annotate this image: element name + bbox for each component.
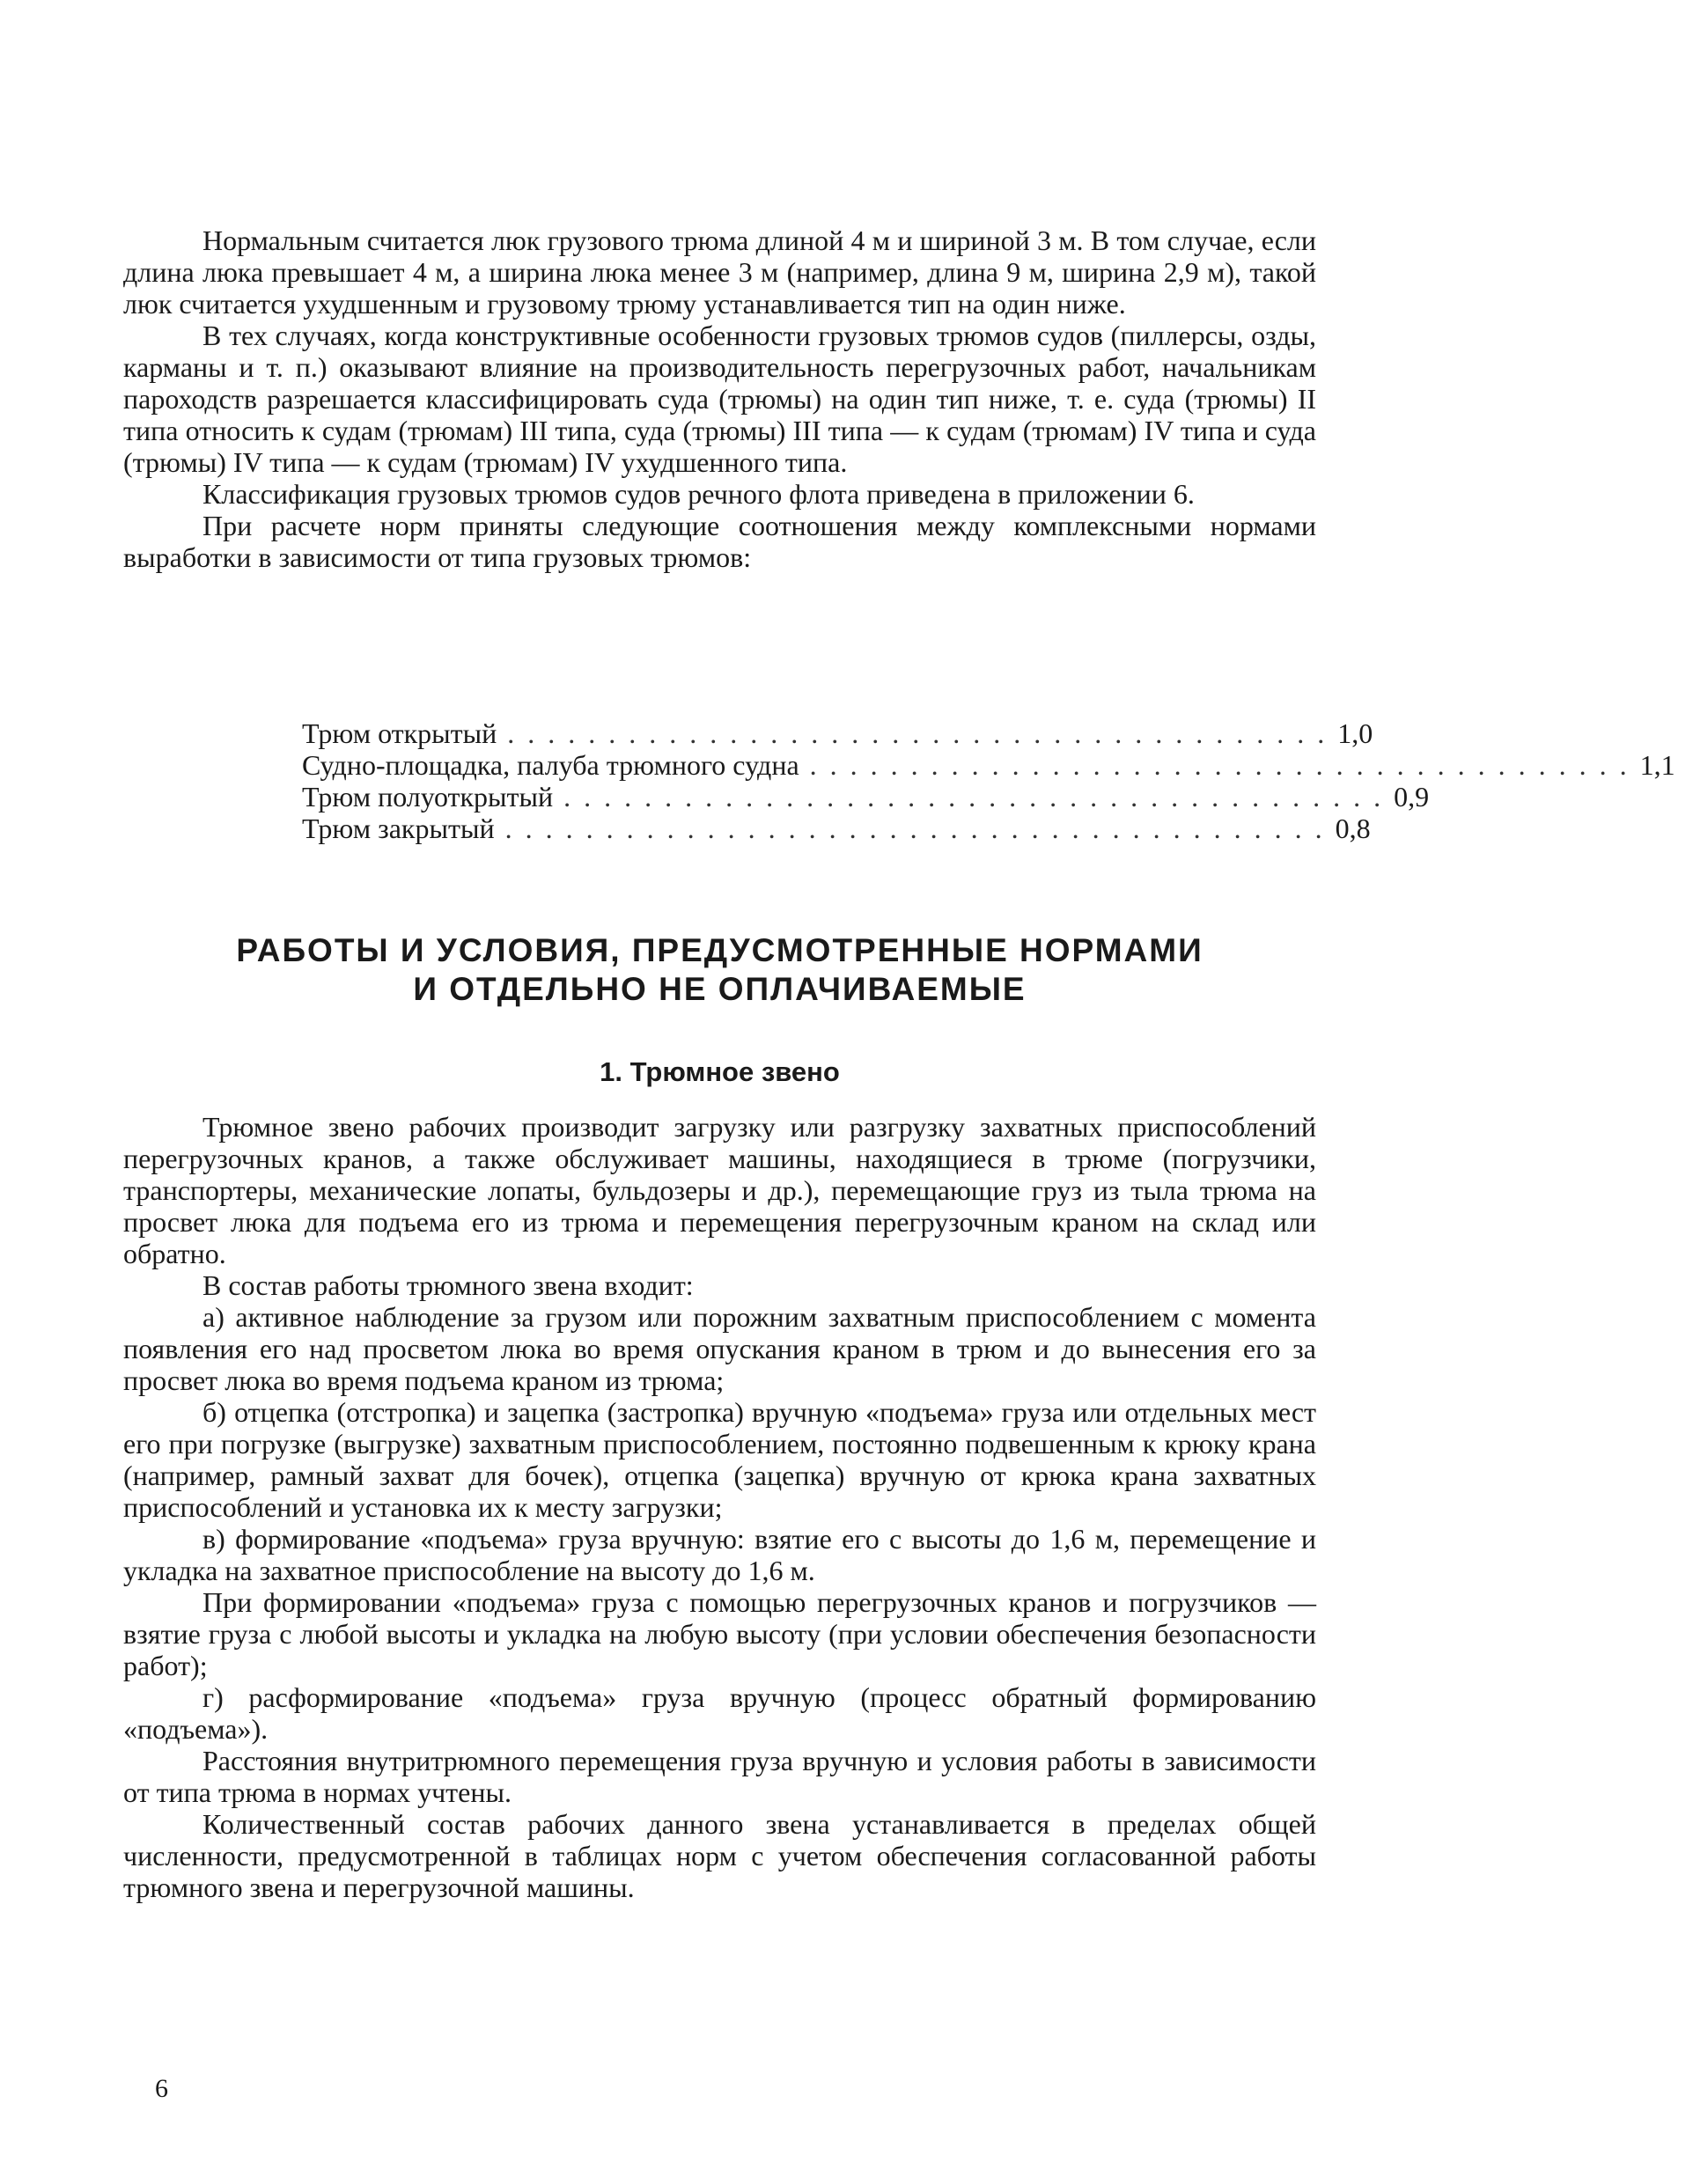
paragraph: Трюмное звено рабочих производит загрузку или разгрузку захватных приспособлений перегрузочных кранов, а также обслуживает машины, находящиеся в трюме (погрузчики, транспортеры, механические лопаты, бульдозеры и др.), перемещающие груз из тыла трюма на просвет люка для подъема его из трюма и перемещения перегрузочным краном на склад или обратно. <box>123 1111 1316 1269</box>
subsection-heading: 1. Трюмное звено <box>600 1056 840 1087</box>
coefficient-value: 1,1 <box>1639 749 1675 781</box>
coefficient-value: 0,9 <box>1394 781 1430 813</box>
paragraph: В состав работы трюмного звена входит: <box>202 1269 694 1301</box>
section-heading-line: И ОТДЕЛЬНО НЕ ОПЛАЧИВАЕМЫЕ <box>413 971 1027 1007</box>
page-number: 6 <box>155 2074 168 2103</box>
leader-dots: ......................................... <box>504 813 1336 844</box>
paragraph: Классификация грузовых трюмов судов речного флота приведена в приложении 6. <box>202 478 1195 510</box>
leader-dots: ......................................... <box>809 749 1640 781</box>
coefficient-value: 1,0 <box>1337 717 1373 749</box>
paragraph: Количественный состав рабочих данного звена устанавливается в пределах общей численности, предусмотренной в таблицах норм с учетом обеспечения согласованной работы трюмного звена и перегрузочной машины. <box>123 1808 1316 1903</box>
coefficient-row <box>302 749 1675 781</box>
coefficient-row <box>302 781 1430 813</box>
paragraph: При формировании «подъема» груза с помощью перегрузочных кранов и погрузчиков — взятие груза с любой высоты и укладка на любую высоту (при условии обеспечения безопасности работ); <box>123 1586 1316 1681</box>
hold-type: Трюм открытый <box>302 717 497 749</box>
list-item: а) активное наблюдение за грузом или порожним захватным приспособлением с момента появления его над просветом люка во время опускания краном в трюм и до вынесения его за просвет люка во время подъема краном из трюма; <box>123 1301 1316 1396</box>
leader-dots: ......................................... <box>563 781 1395 813</box>
list-item: г) расформирование «подъема» груза вручную (процесс обратный формированию «подъема»). <box>123 1681 1316 1745</box>
section-heading-line: РАБОТЫ И УСЛОВИЯ, ПРЕДУСМОТРЕННЫЕ НОРМАМИ <box>236 932 1204 968</box>
hold-type: Трюм закрытый <box>302 813 495 844</box>
intro-text <box>123 224 1316 573</box>
list-item: б) отцепка (отстропка) и зацепка (застропка) вручную «подъема» груза или отдельных мест его при погрузке (выгрузке) захватным приспособлением, постоянно подвешенным к крюку крана (например, рамный захват для бочек), отцепка (зацепка) вручную от крюка крана захватных приспособлений и установка их к месту загрузки; <box>123 1396 1316 1523</box>
hold-type: Трюм полуоткрытый <box>302 781 554 813</box>
coefficient-row <box>302 813 1371 844</box>
section-heading <box>123 931 1316 1009</box>
list-item: в) формирование «подъема» груза вручную: взятие его с высоты до 1,6 м, перемещение и укладка на захватное приспособление на высоту до 1,6 м. <box>123 1523 1316 1586</box>
coefficient-value: 0,8 <box>1335 813 1371 844</box>
paragraph: В тех случаях, когда конструктивные особенности грузовых трюмов судов (пиллерсы, озды, карманы и т. п.) оказывают влияние на производительность перегрузочных работ, начальникам пароходств разрешается классифицировать суда (трюмы) на один тип ниже, т. е. суда (трюмы) II типа относить к судам (трюмам) III типа, суда (трюмы) III типа — к судам (трюмам) IV типа и суда (трюмы) IV типа — к судам (трюмам) IV ухудшенного типа. <box>123 320 1317 478</box>
section-text <box>123 1111 1316 1903</box>
coefficient-table <box>302 717 1675 844</box>
coefficient-row <box>302 717 1373 749</box>
hold-type: Судно-площадка, палуба трюмного судна <box>302 749 799 781</box>
paragraph: Расстояния внутритрюмного перемещения груза вручную и условия работы в зависимости от типа трюма в нормах учтены. <box>123 1745 1316 1808</box>
leader-dots: ......................................... <box>507 717 1338 749</box>
paragraph: При расчете норм приняты следующие соотношения между комплексными нормами выработки в зависимости от типа грузовых трюмов: <box>123 510 1316 573</box>
paragraph: Нормальным считается люк грузового трюма длиной 4 м и шириной 3 м. В том случае, если длина люка превышает 4 м, а ширина люка менее 3 м (например, длина 9 м, ширина 2,9 м), такой люк считается ухудшенным и грузовому трюму устанавливается тип на один ниже. <box>123 224 1316 320</box>
work-list <box>123 1301 1316 1745</box>
